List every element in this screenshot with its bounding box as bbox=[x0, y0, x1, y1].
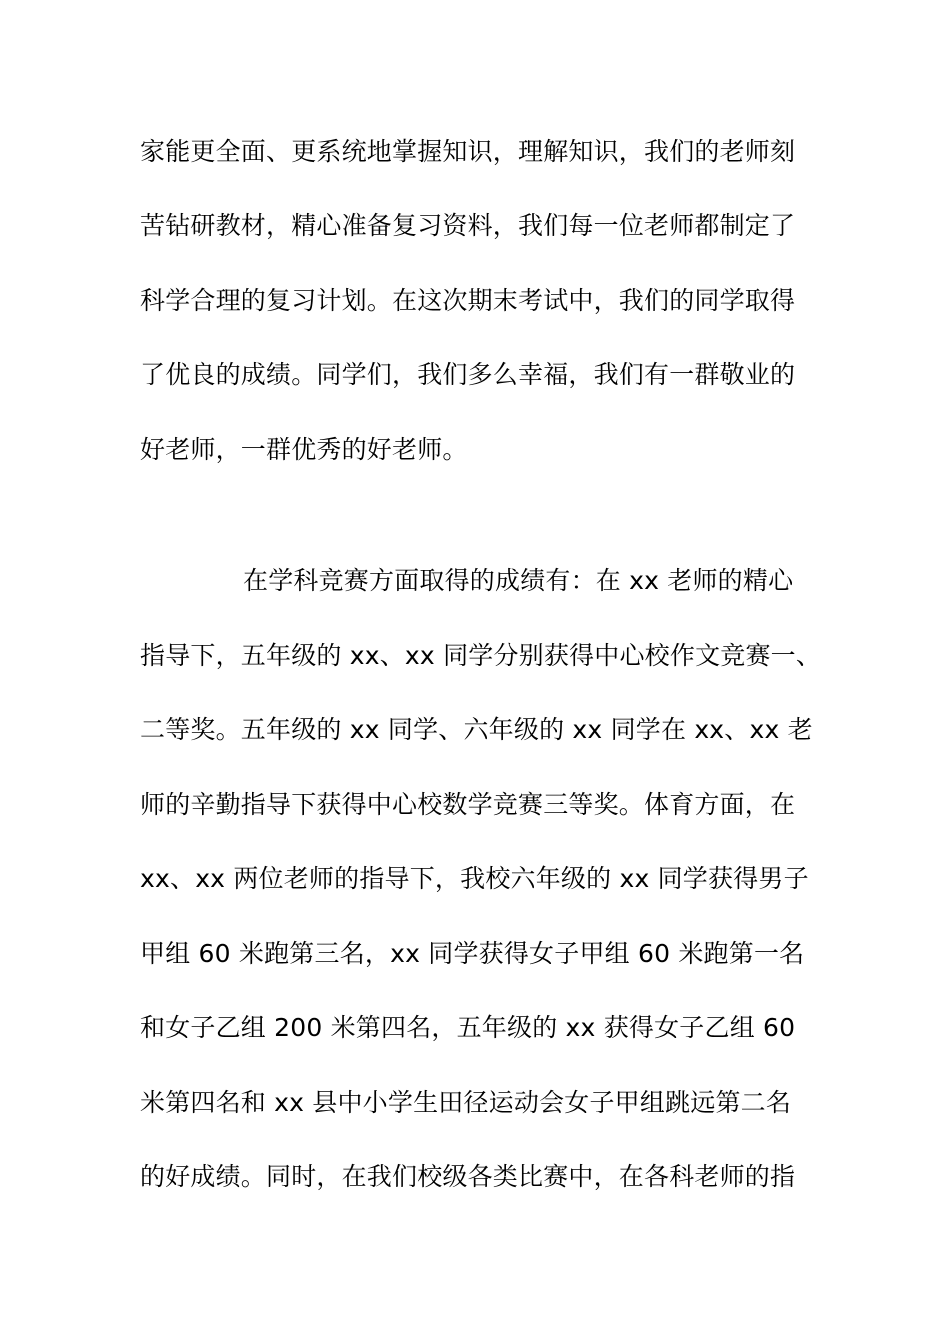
paragraph-2-line-5: xx、xx 两位老师的指导下，我校六年级的 xx 同学获得男子 bbox=[140, 864, 809, 893]
paragraph-2-line-9: 的好成绩。同时，在我们校级各类比赛中，在各科老师的指 bbox=[140, 1162, 796, 1191]
paragraph-2-line-3: 二等奖。五年级的 xx 同学、六年级的 xx 同学在 xx、xx 老 bbox=[140, 715, 813, 744]
paragraph-1-line-3: 科学合理的复习计划。在这次期末考试中，我们的同学取得 bbox=[140, 286, 796, 315]
paragraph-1-line-4: 了优良的成绩。同学们，我们多么幸福，我们有一群敬业的 bbox=[140, 360, 796, 389]
paragraph-2-line-8: 米第四名和 xx 县中小学生田径运动会女子甲组跳远第二名 bbox=[140, 1088, 792, 1117]
paragraph-2-line-6: 甲组 60 米跑第三名，xx 同学获得女子甲组 60 米跑第一名 bbox=[140, 939, 805, 968]
paragraph-2-line-2: 指导下，五年级的 xx、xx 同学分别获得中心校作文竞赛一、 bbox=[140, 641, 822, 670]
paragraph-2-line-4: 师的辛勤指导下获得中心校数学竞赛三等奖。体育方面，在 bbox=[140, 790, 796, 819]
paragraph-2-line-1: 在学科竞赛方面取得的成绩有：在 xx 老师的精心 bbox=[243, 566, 794, 595]
paragraph-1-line-1: 家能更全面、更系统地掌握知识，理解知识，我们的老师刻 bbox=[140, 137, 796, 166]
paragraph-1-line-2: 苦钻研教材，精心准备复习资料，我们每一位老师都制定了 bbox=[140, 211, 796, 240]
paragraph-1-line-5: 好老师，一群优秀的好老师。 bbox=[140, 435, 468, 464]
paragraph-2-line-7: 和女子乙组 200 米第四名，五年级的 xx 获得女子乙组 60 bbox=[140, 1013, 796, 1042]
